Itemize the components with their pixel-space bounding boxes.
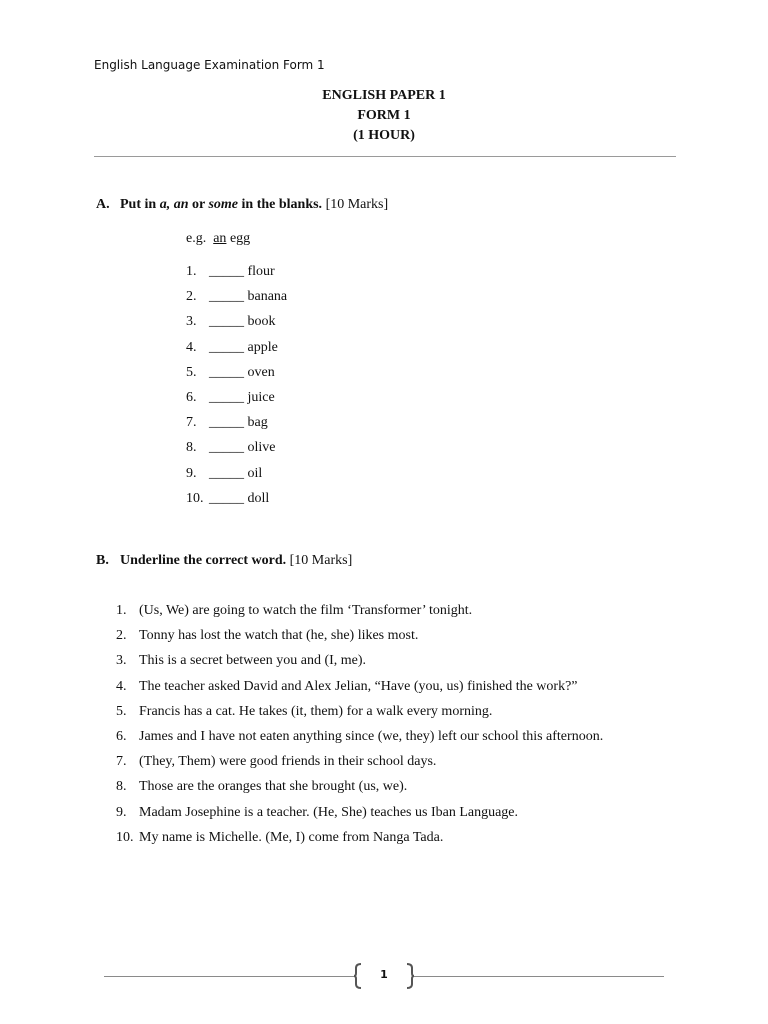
instruction-italic-options: a, an (159, 197, 189, 212)
section-a-letter: A. (96, 197, 110, 212)
paper-title: ENGLISH PAPER 1 (322, 88, 446, 103)
section-b-heading (96, 553, 352, 569)
item-number: 4. (186, 339, 197, 355)
item-sentence: Francis has a cat. He takes (it, them) for a walk every morning. (139, 703, 493, 719)
list-item (116, 600, 603, 625)
answer-blank: _____ (209, 314, 244, 330)
item-number: 7. (116, 754, 127, 770)
section-b-instruction: Underline the correct word. (120, 553, 287, 568)
list-item (186, 437, 287, 462)
item-word: flour (247, 264, 275, 279)
answer-blank: _____ (209, 364, 244, 380)
section-a-instruction (120, 197, 322, 212)
item-number: 6. (186, 389, 197, 405)
item-number: 7. (186, 415, 197, 431)
list-item (116, 650, 603, 675)
item-sentence: My name is Michelle. (Me, I) come from Nanga Tada. (139, 829, 444, 845)
page-number: 1 (380, 968, 388, 981)
instruction-text: or (188, 197, 209, 212)
item-number: 6. (116, 728, 127, 744)
paper-duration: (1 HOUR) (353, 128, 415, 143)
item-number: 8. (186, 440, 197, 456)
header-divider (94, 156, 676, 157)
list-item (116, 776, 603, 801)
answer-blank: _____ (209, 465, 244, 481)
list-item (186, 412, 287, 437)
item-word: oven (247, 364, 275, 380)
item-word: banana (247, 289, 288, 305)
item-word: doll (247, 490, 270, 506)
section-a-heading (96, 197, 388, 213)
list-item (116, 625, 603, 650)
item-number: 2. (186, 289, 197, 305)
list-item (116, 802, 603, 827)
example-answer: an (213, 231, 227, 246)
list-item (116, 726, 603, 751)
answer-blank: _____ (209, 289, 244, 305)
item-sentence: (Us, We) are going to watch the film ‘Transformer’ tonight. (139, 603, 473, 618)
list-item (116, 701, 603, 726)
item-sentence: The teacher asked David and Alex Jelian, “Have (you, us) finished the work?” (139, 678, 578, 694)
item-number: 5. (186, 364, 197, 380)
item-word: book (247, 314, 276, 330)
example-word: egg (229, 231, 251, 246)
item-number: 1. (186, 264, 197, 279)
item-word: apple (247, 339, 278, 355)
list-item (186, 337, 287, 362)
answer-blank: _____ (209, 339, 244, 355)
answer-blank: _____ (209, 264, 244, 279)
list-item (116, 676, 603, 701)
item-sentence: This is a secret between you and (I, me). (139, 653, 367, 669)
paper-form: FORM 1 (357, 108, 411, 123)
list-item (186, 488, 287, 513)
running-header: English Language Examination Form 1 (94, 58, 325, 72)
section-a-marks: [10 Marks] (325, 197, 389, 212)
item-sentence: Madam Josephine is a teacher. (He, She) teaches us Iban Language. (139, 804, 519, 820)
item-number: 3. (186, 314, 197, 330)
list-item (186, 387, 287, 412)
list-item (116, 827, 603, 852)
list-item (186, 261, 287, 286)
item-number: 1. (116, 603, 127, 618)
list-item (186, 362, 287, 387)
item-number: 3. (116, 653, 127, 669)
section-a-example (186, 231, 250, 247)
section-b-letter: B. (96, 553, 109, 568)
item-number: 10. (186, 490, 204, 506)
answer-blank: _____ (209, 440, 244, 456)
instruction-text: in the blanks. (238, 197, 323, 212)
list-item (186, 463, 287, 488)
item-number: 5. (116, 703, 127, 719)
item-sentence: James and I have not eaten anything since (we, they) left our school this afternoon. (139, 728, 604, 744)
footer-line-left (104, 976, 354, 977)
item-number: 9. (116, 804, 127, 820)
section-b-marks: [10 Marks] (289, 553, 353, 568)
item-number: 4. (116, 678, 127, 694)
list-item (116, 751, 603, 776)
section-a-list (186, 261, 287, 513)
list-item (186, 286, 287, 311)
item-word: juice (247, 389, 275, 405)
item-word: bag (247, 415, 268, 431)
item-sentence: Tonny has lost the watch that (he, she) likes most. (139, 628, 419, 644)
answer-blank: _____ (209, 389, 244, 405)
item-number: 9. (186, 465, 197, 481)
answer-blank: _____ (209, 490, 244, 506)
instruction-italic-some: some (208, 197, 239, 212)
list-item (186, 311, 287, 336)
item-word: olive (247, 440, 276, 456)
item-number: 8. (116, 779, 127, 795)
item-number: 2. (116, 628, 127, 644)
paper-title-block (0, 86, 768, 146)
footer-line-right (414, 976, 664, 977)
example-prefix: e.g. (186, 231, 207, 246)
item-number: 10. (116, 829, 134, 845)
item-word: oil (247, 465, 263, 481)
instruction-text: Put in (120, 197, 160, 212)
item-sentence: Those are the oranges that she brought (us, we). (139, 779, 408, 795)
item-sentence: (They, Them) were good friends in their school days. (139, 754, 437, 770)
section-b-list (116, 600, 603, 852)
page-number-badge (354, 962, 414, 990)
answer-blank: _____ (209, 415, 244, 431)
